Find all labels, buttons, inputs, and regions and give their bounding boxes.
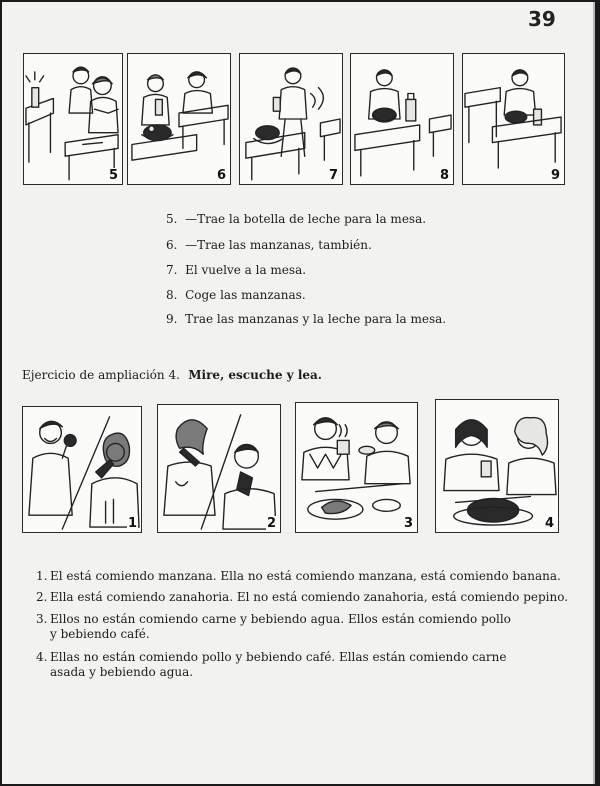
panel-number: 2 [266, 516, 276, 531]
illustration-panel-3 [295, 402, 418, 533]
sentence-5 [166, 212, 426, 227]
sentence-text: Coge las manzanas. [185, 288, 306, 302]
page-number: 39 [528, 7, 556, 31]
sentence-text: Trae las manzanas y la leche para la mesa. [185, 312, 447, 326]
illustration-panel-8 [350, 53, 454, 185]
sentence-text: —Trae la botella de leche para la mesa. [185, 212, 427, 226]
exercise-label: Ejercicio de ampliación 4. [22, 368, 180, 382]
illustration-panel-7 [239, 53, 343, 185]
sentence-7 [166, 263, 306, 278]
answer-number: 2. [36, 590, 48, 604]
panel-number: 9 [550, 168, 560, 183]
illustration-panel-9 [462, 53, 565, 185]
answer-number: 1. [36, 569, 48, 583]
answer-text-line-1: Ellos no están comiendo carne y bebiendo agua. Ellos están comiendo pollo [50, 612, 511, 626]
sentence-6 [166, 238, 372, 253]
sentence-8 [166, 288, 306, 303]
workbook-page [2, 2, 595, 784]
exercise-heading [22, 368, 322, 382]
panel-number: 3 [403, 516, 413, 531]
illustration-two-men-chicken-coffee [296, 403, 417, 532]
sentence-number: 5. [166, 212, 178, 226]
answer-text-line-2: y bebiendo café. [50, 627, 150, 641]
sentence-number: 6. [166, 238, 178, 252]
illustration-panel-5 [23, 53, 123, 185]
panel-number: 5 [108, 168, 118, 183]
answer-text-line-1: Ellas no están comiendo pollo y bebiendo café. Ellas están comiendo carne [50, 650, 507, 664]
answer-text-line-1: Ella está comiendo zanahoria. El no está comiendo zanahoria, está comiendo pepino. [50, 590, 569, 604]
illustration-man-returns-to-table [240, 54, 342, 184]
illustration-man-brings-apples-and-milk [463, 54, 564, 184]
illustration-man-apple-woman-banana [23, 407, 141, 532]
answer-text-line-2: asada y bebiendo agua. [50, 665, 194, 679]
panel-number: 8 [439, 168, 449, 183]
sentence-number: 9. [166, 312, 178, 326]
illustration-man-takes-apples [351, 54, 453, 184]
sentence-text: El vuelve a la mesa. [185, 263, 307, 277]
sentence-number: 8. [166, 288, 178, 302]
illustration-panel-4 [435, 399, 559, 533]
illustration-woman-asks-man-bring-apples [128, 54, 230, 184]
sentence-9 [166, 312, 446, 327]
illustration-panel-1 [22, 406, 142, 533]
illustration-woman-asks-man-bring-milk [24, 54, 122, 184]
illustration-woman-carrot-man-cucumber [158, 405, 280, 532]
illustration-two-women-roast-water [436, 400, 558, 532]
answer-number: 3. [36, 612, 48, 626]
panel-number: 6 [216, 168, 226, 183]
sentence-text: —Trae las manzanas, también. [185, 238, 372, 252]
answer-number: 4. [36, 650, 48, 664]
exercise-instruction: Mire, escuche y lea. [188, 368, 322, 382]
answer-text-line-1: El está comiendo manzana. Ella no está comiendo manzana, está comiendo banana. [50, 569, 561, 583]
illustration-panel-2 [157, 404, 281, 533]
panel-number: 7 [328, 168, 338, 183]
sentence-number: 7. [166, 263, 178, 277]
panel-number: 1 [127, 516, 137, 531]
illustration-panel-6 [127, 53, 231, 185]
panel-number: 4 [544, 516, 554, 531]
